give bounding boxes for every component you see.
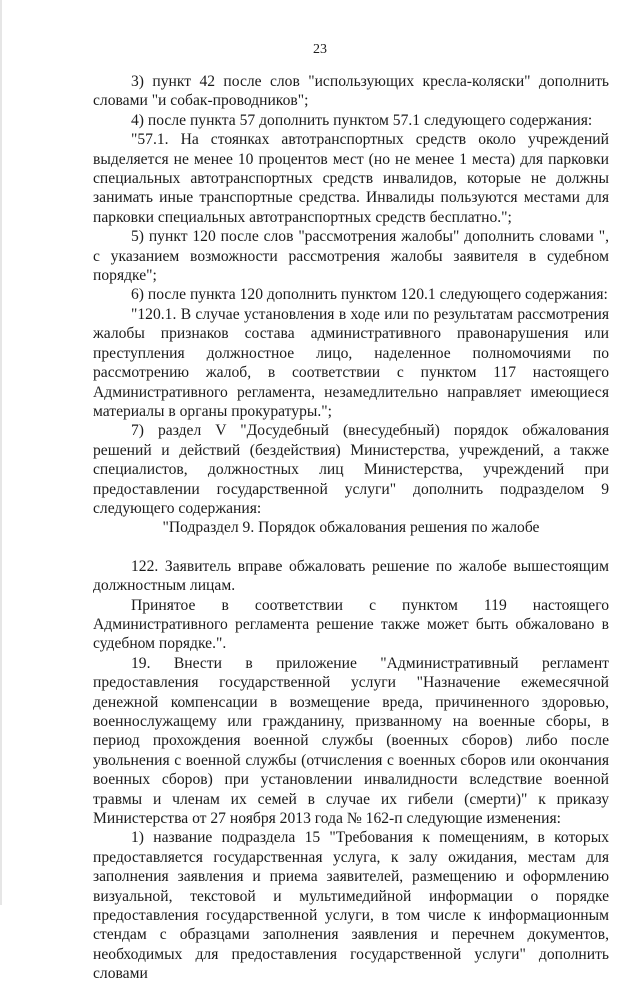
page-number: 23 <box>313 42 327 57</box>
paragraph-point-57-1: "57.1. На стоянках автотранспортных средств около учреждений выделяется не менее 10 процентов мест (но не менее 1 места) для парковки специальных автотранспортных средств инвалидов, которые не должны занимать иные транспортные средства. Инвалиды пользуются местами для парковки специальных автотранспортных средств бесплатно."; <box>93 131 609 226</box>
paragraph-item-19: 19. Внести в приложение "Административный регламент предоставления государственной услуги "Назначение ежемесячной денежной компенсации в возмещение вреда, причиненного здоровью, военнослужащему или гражданину, призванному на военные сборы, в период прохождения военной службы (военных сборов) либо после увольнения с военной службы (отчисления с военных сборов или окончания военных сборов) при установлении инвалидности вследствие военной травмы и членам их семей в случае их гибели (смерти)" к приказу Министерства от 27 ноября 2013 года № 162-п следующие изменения: <box>93 654 609 828</box>
paragraph-subitem-1: 1) название подраздела 15 "Требования к помещениям, в которых предоставляется государственная услуга, к залу ожидания, местам для заполнения заявления и приема заявителей, размещению и оформлению визуальной, текстовой и мультимедийной информации о порядке предоставления государственной услуги, в том числе к информационным стендам с образцами заполнения заявления и перечнем документов, необходимых для предоставления государственной услуги" дополнить словами <box>93 829 609 983</box>
paragraph-item-6: 6) после пункта 120 дополнить пунктом 120.1 следующего содержания: <box>131 286 608 304</box>
paragraph-point-122: 122. Заявитель вправе обжаловать решение по жалобе вышестоящим должностным лицам. <box>93 557 609 595</box>
page-edge <box>0 0 2 905</box>
paragraph-point-120-1: "120.1. В случае установления в ходе или по результатам рассмотрения жалобы признаков состава административного правонарушения или преступления должностное лицо, наделенное полномочиями по рассмотрению жалоб, в соответствии с пунктом 117 настоящего Административного регламента, незамедлительно направляет имеющиеся материалы в органы прокуратуры."; <box>93 305 609 420</box>
paragraph-appeal-court: Принятое в соответствии с пунктом 119 настоящего Административного регламента решение также может быть обжаловано в судебном порядке.". <box>93 596 609 653</box>
document-body <box>93 72 609 984</box>
paragraph-item-4: 4) после пункта 57 дополнить пунктом 57.1 следующего содержания: <box>131 111 593 129</box>
paragraph-item-3: 3) пункт 42 после слов "использующих кресла-коляски" дополнить словами "и собак-проводников"; <box>93 73 609 110</box>
subsection-heading: "Подраздел 9. Порядок обжалования решения по жалобе <box>162 519 540 537</box>
paragraph-item-5: 5) пункт 120 после слов "рассмотрения жалобы" дополнить словами ", с указанием возможности рассмотрения жалобы заявителя в судебном порядке"; <box>93 228 609 285</box>
paragraph-item-7: 7) раздел V "Досудебный (внесудебный) порядок обжалования решений и действий (бездействия) Министерства, учреждений, а также специалистов, должностных лиц Министерства, учреждений при предоставлении государственной услуги" дополнить подразделом 9 следующего содержания: <box>93 422 609 517</box>
